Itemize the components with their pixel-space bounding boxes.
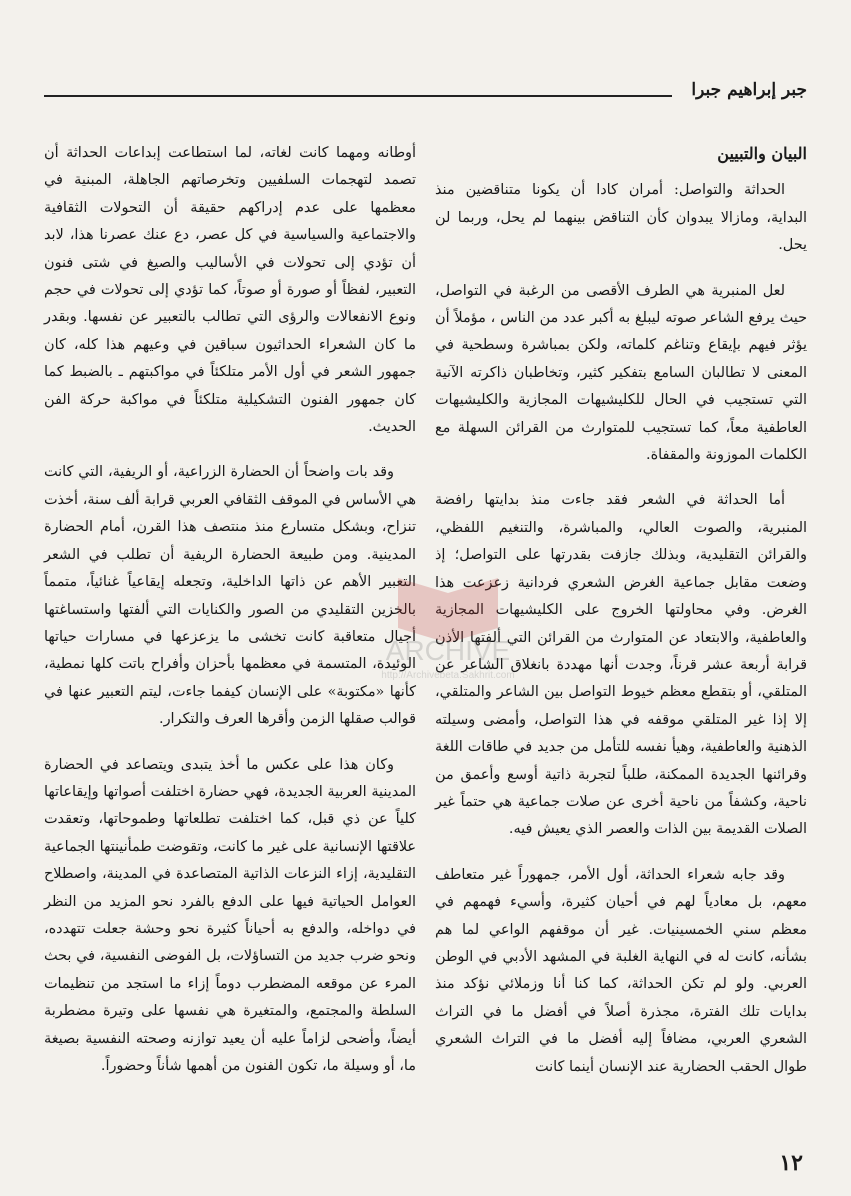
paragraph: الحداثة والتواصل: أمران كادا أن يكونا متناقضين منذ البداية، ومازالا يبدوان كأن التناقض بينهما لم يحل، وربما لن يحل. — [435, 182, 807, 254]
paragraph: وقد بات واضحاً أن الحضارة الزراعية، أو الريفية، التي كانت هي الأساس في الموقف الثقافي العربي قرابة ألف سنة، أخذت تنزاح، وبشكل متسارع منذ منتصف هذا القرن، أمام الحضارة المدينية. ومن طبيعة الحضارة الريفية أن تطلب في الشعر التعبير الأهم عن ذاتها الداخلية، وتجعله إيقاعياً غنائياً، متمماً بالخزين التقليدي من الصور والكنايات التي ألفتها واستساغتها أجيال متعاقبة كانت تخشى ما يزعزعها في مسارات حياتها الوئيدة، المتسمة في معظمها بأحزان وأفراح باتت كلها نمطية، كأنها «مكتوبة» على الإنسان كيفما جاءت، ليتم التعبير عنها في قوالب صقلها الزمن وأقرها العرف والتكرار. — [44, 464, 416, 728]
paragraph: وقد جابه شعراء الحداثة، أول الأمر، جمهوراً غير متعاطف معهم، بل معادياً لهم في أحيان كثيرة، وأسيء فهمهم في معظم سني الخمسينيات. غير أن موقفهم الواعي لما هم بشأنه، كانت له في النهاية الغلبة في المشهد الأدبي في الوطن العربي. ولو لم تكن الحداثة، كما كنا أنا وزملائي نؤكد منذ بدايات تلك الفترة، مجذرة أصلاً في أفضل ما في التراث الشعري العربي، مضافاً إليه أفضل ما في التراث الشعري طوال الحقب الحضارية عند الإنسان أينما كانت — [435, 866, 807, 1075]
watermark-brand: ARCHIVE — [385, 635, 511, 666]
running-title: جبر إبراهيم جبرا — [691, 80, 807, 100]
paragraph: وكان هذا على عكس ما أخذ يتبدى ويتصاعد في الحضارة المدينية العربية الجديدة، فهي حضارة اختلفت أصواتها وإيقاعاتها كلياً عن ذي قبل، كما اختلفت تطلعاتها وطموحاتها، وتعقدت علاقتها الإنسانية على غير ما كانت، وتقوضت طمأنينتها الجماعية التقليدية، إزاء النزعات الذاتية المتصاعدة في المدينة، واصطلاح العوامل الحياتية فيها على الدفع بالفرد نحو المزيد من النظر في دواخله، والدفع به أحياناً كثيرة نحو وحشة جعلت تتهدده، ونحو ضرب جديد من التساؤلات، بل الفوضى النفسية، في بحث المرء عن موقعه المضطرب دوماً إزاء ما استجد من تنظيمات السلطة والمجتمع، والمتغيرة هي نفسها على وتيرة مضطربة أيضاً، وأضحى لزاماً عليه أن يعيد توازنه وصحته النفسية بصيغة ما، أو وسيلة ما، تكون الفنون من أهمها شأناً وحضوراً. — [43, 756, 416, 1074]
section-heading: البيان والتبيين — [717, 144, 807, 163]
page-number: ١٢ — [779, 1150, 803, 1176]
watermark-url: http://Archivebeta.Sakhrit.com — [381, 670, 515, 681]
paragraph: أما الحداثة في الشعر فقد جاءت منذ بدايتها رافضة المنبرية، والصوت العالي، والمباشرة، والتنغيم اللفظي، والقرائن التقليدية، وبذلك جازفت بقدرتها على التواصل؛ إذ وضعت مقابل جماعية الغرض الشعري فردانية زعزعت هذا الغرض. وفي محاولتها الخروج على الكليشيهات المجازية والعاطفية، والابتعاد عن المتوارث من القرائن التي ألفتها الأذن قرابة أربعة عشر قرناً، وجدت أنها مهددة بانغلاق الشاعر عن المتلقي، أو بتقطع معظم خيوط التواصل بين الشاعر والمتلقي، إلا إذا غير المتلقي موقفه في هذا التواصل، وأمضى وسيلته الذهنية والعاطفية، وهيأ نفسه للتأمل من جديد في طاقات اللغة وقرائنها الجديدة الممكنة، طلباً لتجربة ذاتية أوسع وأعمق من ناحية، وكشفاً من ناحية أخرى عن صلات جماعية هي حتماً غير الصلات القديمة بين الذات والعصر الذي يعيش فيه. — [435, 492, 807, 838]
paragraph: أوطانه ومهما كانت لغاته، لما استطاعت إبداعات الحداثة أن تصمد لتهجمات السلفيين وتخرصاتهم الجاهلة، المبنية في معظمها على عدم إدراكهم حقيقة أن التحولات الثقافية والاجتماعية والسياسية في كل عصر، دع عنك عصرنا هذا، لابد أن تؤدي إلى تحولات في الأساليب والصيغ في شتى فنون التعبير، لفظاً أو صورة أو صوتاً، كما تؤدي إلى تحولات في حجم ونوع الانفعالات والرؤى التي تطالب بالتعبير عن نفسها. وبقدر ما كان الشعراء الحداثيون سباقين في وعيهم هذا كله، كان جمهور الشعر في أول الأمر متلكئاً في مواكبتهم ـ بالضبط كما كان جمهور الفنون التشكيلية متلكئاً في مواكبة حركة الفن الحديث. — [44, 145, 416, 436]
watermark-book-icon — [398, 578, 498, 643]
paragraph: لعل المنبرية هي الطرف الأقصى من الرغبة في التواصل، حيث يرفع الشاعر صوته ليبلغ به أكبر عدد من الناس ، مؤملاً أن يؤثر فيهم بإيقاع وتناغم كلماته، ولكن بمباشرة وسطحية في المعنى لا تطالبان السامع بتفكير كثير، وتخاطبان ذاكرته الآنية التي تستجيب في الحال للكليشيهات المجازية والكليشيهات العاطفية معاً، كما تستجيب للمتوارث من القرائن السهلة مع الكلمات الموزونة والمقفاة. — [435, 282, 807, 464]
archive-watermark — [338, 548, 558, 688]
header-rule — [44, 95, 672, 97]
